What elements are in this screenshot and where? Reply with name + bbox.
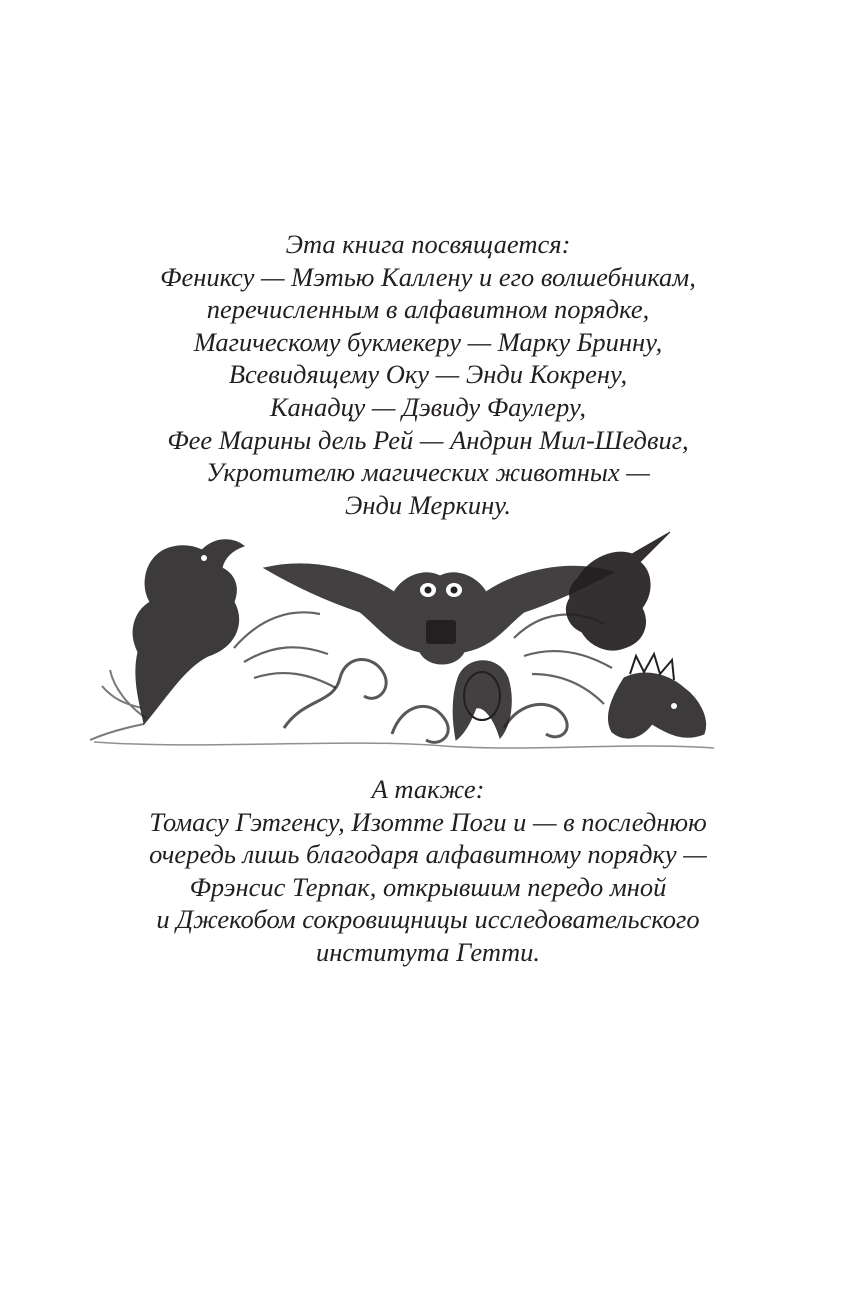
lady-head-icon xyxy=(453,661,511,740)
also-line: института Гетти. xyxy=(316,936,540,967)
also-line: и Джекобом сокровищницы исследовательского xyxy=(156,904,700,935)
creatures-vignette-icon xyxy=(84,528,716,756)
unicorn-icon xyxy=(566,532,670,650)
phoenix-icon xyxy=(90,540,244,740)
dedication-line: Энди Меркину. xyxy=(344,489,511,520)
dedication-line: Всевидящему Оку — Энди Кокрену, xyxy=(228,359,628,390)
dragon-icon xyxy=(608,654,705,738)
dedication-line: Магическому букмекеру — Марку Бринну, xyxy=(193,326,663,357)
also-line: очередь лишь благодаря алфавитному порядку — xyxy=(149,839,707,870)
dedication-line: Фениксу — Мэтью Каллену и его волшебникам, xyxy=(160,261,696,292)
dedication-line: Канадцу — Дэвиду Фаулеру, xyxy=(269,391,587,422)
dedication-line: Эта книга посвящается: xyxy=(285,229,571,259)
also-line: А также: xyxy=(371,774,485,804)
magical-creatures-illustration xyxy=(84,528,716,756)
also-dedication-block xyxy=(0,773,856,969)
also-line: Томасу Гэтгенсу, Изотте Поги и — в последнюю xyxy=(149,806,707,837)
dedication-line: Укротителю магических животных — xyxy=(206,457,650,488)
also-line: Фрэнсис Терпак, открывшим передо мной xyxy=(189,871,667,902)
dedication-line: Фее Марины дель Рей — Андрин Мил-Шедвиг, xyxy=(167,424,689,455)
dedication-line: перечисленным в алфавитном порядке, xyxy=(206,294,650,325)
vines-icon xyxy=(284,659,567,742)
dedication-block xyxy=(0,228,856,521)
